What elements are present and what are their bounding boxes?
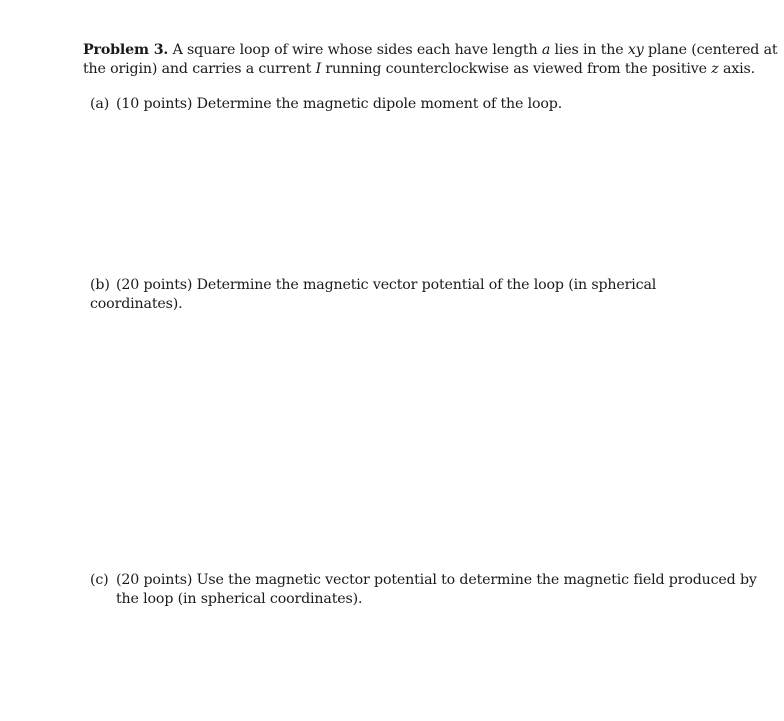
part-b-text: (20 points) Determine the magnetic vector potential of the loop (in spherical coordinates). bbox=[90, 277, 657, 312]
math-var-a: a bbox=[541, 42, 551, 58]
problem-statement bbox=[83, 41, 778, 79]
part-c bbox=[90, 571, 757, 609]
part-c-text-2: the loop (in spherical coordinates). bbox=[116, 591, 363, 607]
part-b bbox=[90, 276, 715, 314]
problem-text-1b: lies in the bbox=[554, 42, 624, 58]
math-var-I: I bbox=[315, 61, 322, 77]
problem-label: Problem 3. bbox=[83, 42, 169, 58]
problem-line-2 bbox=[83, 60, 755, 79]
part-c-line-1 bbox=[90, 571, 757, 590]
part-b-label: (b) bbox=[90, 277, 110, 293]
problem-text-2a: the origin) and carries a current bbox=[83, 61, 312, 77]
part-a-text: (10 points) Determine the magnetic dipole moment of the loop. bbox=[116, 96, 563, 112]
math-var-xy: xy bbox=[627, 42, 644, 58]
part-a bbox=[90, 95, 715, 114]
part-c-label: (c) bbox=[90, 572, 109, 588]
part-a-label: (a) bbox=[90, 96, 110, 112]
part-c-text-1: (20 points) Use the magnetic vector potential to determine the magnetic field produced by bbox=[116, 572, 757, 588]
problem-text-1c: plane (centered at bbox=[648, 42, 778, 58]
math-var-z: z bbox=[711, 61, 719, 77]
problem-text-1a: A square loop of wire whose sides each have length bbox=[172, 42, 538, 58]
problem-text-2b: running counterclockwise as viewed from the positive bbox=[325, 61, 707, 77]
problem-line-1 bbox=[83, 41, 778, 60]
problem-text-2c: axis. bbox=[722, 61, 755, 77]
